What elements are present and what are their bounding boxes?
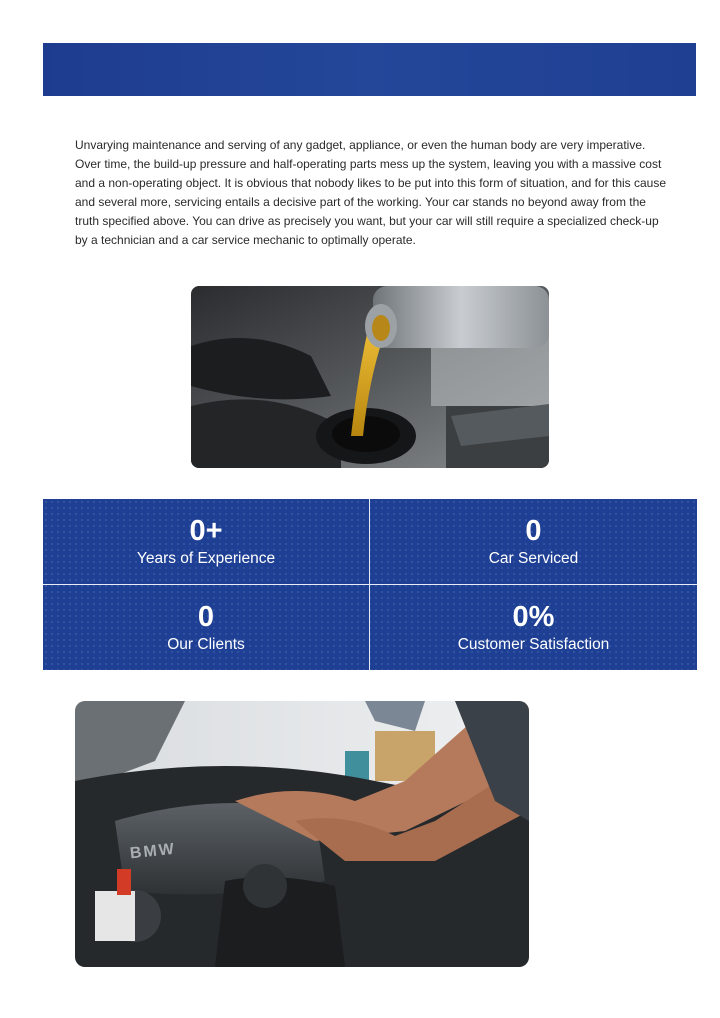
stat-value: 0+ xyxy=(189,515,223,547)
stat-our-clients xyxy=(43,585,369,670)
stat-label: Car Serviced xyxy=(488,550,579,567)
stat-customer-satisfaction xyxy=(370,585,697,670)
header-banner xyxy=(43,43,696,96)
intro-paragraph: Unvarying maintenance and serving of any gadget, appliance, or even the human body are very imperative. Over time, the build-up pressure and half-operating parts mess up the system, leaving you with a massive cost and a non-operating object. It is obvious that nobody likes to be put into this form of situation, and for this cause and several more, servicing entails a decisive part of the working. Your car stands no beyond away from the truth specified above. You can drive as precisely you want, but your car will still require a specialized check-up by a technician and a car service mechanic to optimally operate. xyxy=(75,138,667,247)
stats-panel xyxy=(43,499,697,670)
stat-value: 0 xyxy=(525,515,542,547)
stat-value: 0% xyxy=(512,601,555,633)
stat-label: Our Clients xyxy=(167,636,245,653)
stat-label: Customer Satisfaction xyxy=(457,636,610,653)
stat-years-experience xyxy=(43,499,369,584)
stat-label: Years of Experience xyxy=(136,550,276,567)
mechanic-engine-photo xyxy=(75,701,529,967)
oil-pour-photo xyxy=(191,286,549,468)
stat-car-serviced xyxy=(370,499,697,584)
engine-badge-text: BMW xyxy=(129,840,177,863)
stat-value: 0 xyxy=(197,601,215,633)
